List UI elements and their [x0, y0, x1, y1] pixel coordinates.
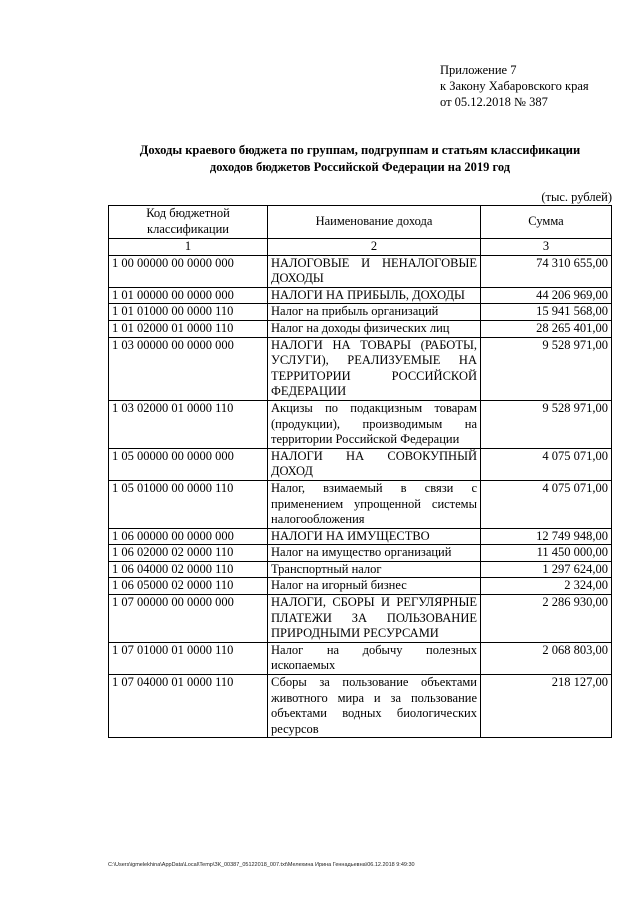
name-cell: НАЛОГИ НА ПРИБЫЛЬ, ДОХОДЫ — [268, 287, 481, 304]
table-row — [109, 675, 612, 738]
table-row — [109, 304, 612, 321]
name-cell: Налог, взимаемый в связи с применением упрощенной системы налогообложения — [268, 480, 481, 528]
file-path-footer: C:\Users\igmelekhina\AppData\Local\Temp\ЗК_00387_05122018_007.txt\Мелехина Ирина Геннадьевна\06.12.2018 9:49:30 — [108, 862, 415, 868]
sum-cell: 28 265 401,00 — [481, 320, 612, 337]
appendix-note — [440, 62, 589, 110]
table-row — [109, 545, 612, 562]
header-sum: Сумма — [481, 206, 612, 239]
code-cell: 1 01 00000 00 0000 000 — [109, 287, 268, 304]
title-line-2: доходов бюджетов Российской Федерации на 2019 год — [209, 160, 511, 174]
table-row — [109, 448, 612, 480]
table-row — [109, 337, 612, 400]
title-line-1: Доходы краевого бюджета по группам, подгруппам и статьям классификации — [139, 143, 581, 157]
document-title — [100, 142, 620, 176]
name-cell: Налог на имущество организаций — [268, 545, 481, 562]
sum-cell: 11 450 000,00 — [481, 545, 612, 562]
column-number: 1 — [109, 239, 268, 256]
name-cell: Акцизы по подакцизным товарам (продукции), производимым на территории Российской Федерации — [268, 400, 481, 448]
name-cell: Налог на доходы физических лиц — [268, 320, 481, 337]
code-cell: 1 03 00000 00 0000 000 — [109, 337, 268, 400]
table-row — [109, 595, 612, 643]
sum-cell: 9 528 971,00 — [481, 337, 612, 400]
header-name: Наименование дохода — [268, 206, 481, 239]
code-cell: 1 03 02000 01 0000 110 — [109, 400, 268, 448]
code-cell: 1 07 01000 01 0000 110 — [109, 642, 268, 674]
column-number-row — [109, 239, 612, 256]
appendix-line-1: Приложение 7 — [440, 63, 517, 77]
appendix-line-2: к Закону Хабаровского края — [440, 79, 589, 93]
name-cell: НАЛОГИ НА ИМУЩЕСТВО — [268, 528, 481, 545]
name-cell: Налог на прибыль организаций — [268, 304, 481, 321]
name-cell: НАЛОГОВЫЕ И НЕНАЛОГОВЫЕ ДОХОДЫ — [268, 255, 481, 287]
table-row — [109, 480, 612, 528]
name-cell: Налог на добычу полезных ископаемых — [268, 642, 481, 674]
code-cell: 1 06 00000 00 0000 000 — [109, 528, 268, 545]
code-cell: 1 06 05000 02 0000 110 — [109, 578, 268, 595]
table-row — [109, 642, 612, 674]
sum-cell: 2 068 803,00 — [481, 642, 612, 674]
table-row — [109, 528, 612, 545]
table-row — [109, 578, 612, 595]
sum-cell: 1 297 624,00 — [481, 561, 612, 578]
units-label: (тыс. рублей) — [541, 190, 612, 204]
column-number: 2 — [268, 239, 481, 256]
sum-cell: 15 941 568,00 — [481, 304, 612, 321]
sum-cell: 2 286 930,00 — [481, 595, 612, 643]
name-cell: НАЛОГИ НА ТОВАРЫ (РАБОТЫ, УСЛУГИ), РЕАЛИЗУЕМЫЕ НА ТЕРРИТОРИИ РОССИЙСКОЙ ФЕДЕРАЦИИ — [268, 337, 481, 400]
name-cell: НАЛОГИ НА СОВОКУПНЫЙ ДОХОД — [268, 448, 481, 480]
table-header-row — [109, 206, 612, 239]
header-code: Код бюджетной классификации — [109, 206, 268, 239]
revenue-table — [108, 205, 612, 738]
name-cell: Транспортный налог — [268, 561, 481, 578]
sum-cell: 44 206 969,00 — [481, 287, 612, 304]
sum-cell: 74 310 655,00 — [481, 255, 612, 287]
code-cell: 1 01 01000 00 0000 110 — [109, 304, 268, 321]
appendix-line-3: от 05.12.2018 № 387 — [440, 95, 548, 109]
table-row — [109, 255, 612, 287]
sum-cell: 4 075 071,00 — [481, 448, 612, 480]
code-cell: 1 05 00000 00 0000 000 — [109, 448, 268, 480]
table-row — [109, 320, 612, 337]
sum-cell: 4 075 071,00 — [481, 480, 612, 528]
table-row — [109, 561, 612, 578]
code-cell: 1 06 02000 02 0000 110 — [109, 545, 268, 562]
name-cell: Налог на игорный бизнес — [268, 578, 481, 595]
code-cell: 1 05 01000 00 0000 110 — [109, 480, 268, 528]
code-cell: 1 07 04000 01 0000 110 — [109, 675, 268, 738]
code-cell: 1 06 04000 02 0000 110 — [109, 561, 268, 578]
name-cell: НАЛОГИ, СБОРЫ И РЕГУЛЯРНЫЕ ПЛАТЕЖИ ЗА ПОЛЬЗОВАНИЕ ПРИРОДНЫМИ РЕСУРСАМИ — [268, 595, 481, 643]
table-row — [109, 287, 612, 304]
column-number: 3 — [481, 239, 612, 256]
sum-cell: 218 127,00 — [481, 675, 612, 738]
name-cell: Сборы за пользование объектами животного мира и за пользование объектами водных биологических ресурсов — [268, 675, 481, 738]
code-cell: 1 00 00000 00 0000 000 — [109, 255, 268, 287]
sum-cell: 2 324,00 — [481, 578, 612, 595]
table-row — [109, 400, 612, 448]
code-cell: 1 01 02000 01 0000 110 — [109, 320, 268, 337]
sum-cell: 9 528 971,00 — [481, 400, 612, 448]
sum-cell: 12 749 948,00 — [481, 528, 612, 545]
code-cell: 1 07 00000 00 0000 000 — [109, 595, 268, 643]
